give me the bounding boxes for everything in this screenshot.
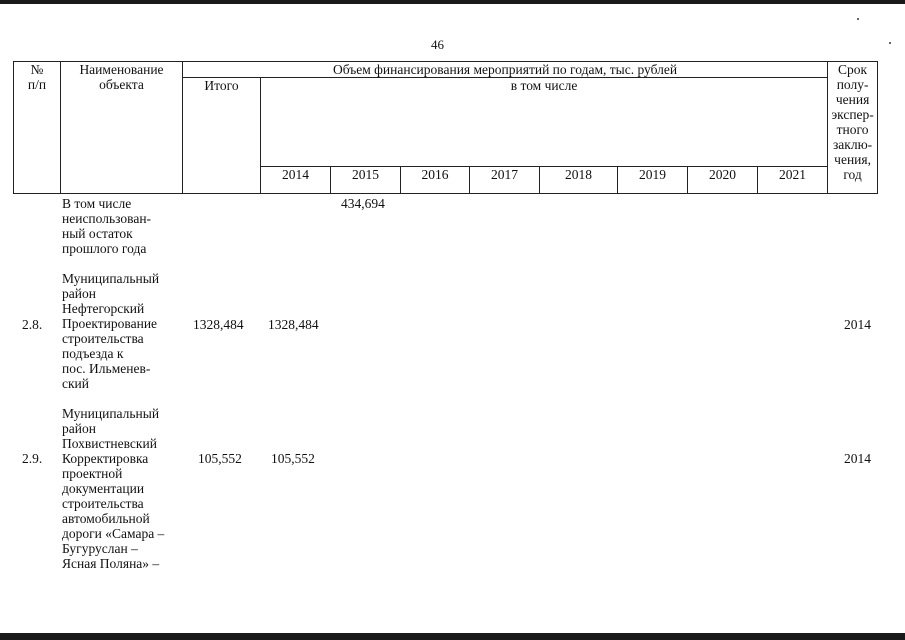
header-year: 2021 (758, 167, 828, 194)
row-term-year: 2014 (844, 451, 871, 466)
header-year: 2017 (470, 167, 540, 194)
header-col-total: Итого (183, 78, 261, 194)
header-col-term: Срок полу- чения экспер- тного заклю- чения, год (828, 62, 878, 194)
scan-border-top (0, 0, 905, 4)
table-header (13, 61, 878, 194)
row-value-total: 1328,484 (193, 317, 244, 332)
row-name: В том числе неиспользован- ный остаток прошлого года (62, 196, 152, 256)
header-year: 2015 (331, 167, 401, 194)
row-value-2014: 1328,484 (268, 317, 319, 332)
header-year: 2020 (688, 167, 758, 194)
scan-border-bottom (0, 633, 905, 640)
header-col-number: № п/п (14, 62, 61, 194)
scan-speck (857, 18, 859, 20)
row-number: 2.9. (22, 451, 43, 466)
header-year: 2014 (261, 167, 331, 194)
row-value-2015: 434,694 (341, 196, 385, 211)
row-term-year: 2014 (844, 317, 871, 332)
row-value-2014: 105,552 (271, 451, 315, 466)
header-col-funding: Объем финансирования мероприятий по годам, тыс. рублей (183, 62, 828, 78)
scan-speck (889, 42, 891, 44)
row-name: Муниципальный район Нефтегорский Проектирование строительства подъезда к пос. Ильменев- ский (62, 271, 160, 391)
page-number: 46 (431, 37, 444, 52)
header-year: 2018 (540, 167, 618, 194)
row-name: Муниципальный район Похвистневский Корректировка проектной документации строительства автомобильной дороги «Самара – Бугуруслан – Ясная Поляна» – (62, 406, 165, 571)
header-year: 2019 (618, 167, 688, 194)
header-year: 2016 (401, 167, 470, 194)
header-col-name: Наименование объекта (61, 62, 183, 194)
header-col-including: в том числе (261, 78, 828, 167)
row-number: 2.8. (22, 317, 43, 332)
row-value-total: 105,552 (198, 451, 242, 466)
